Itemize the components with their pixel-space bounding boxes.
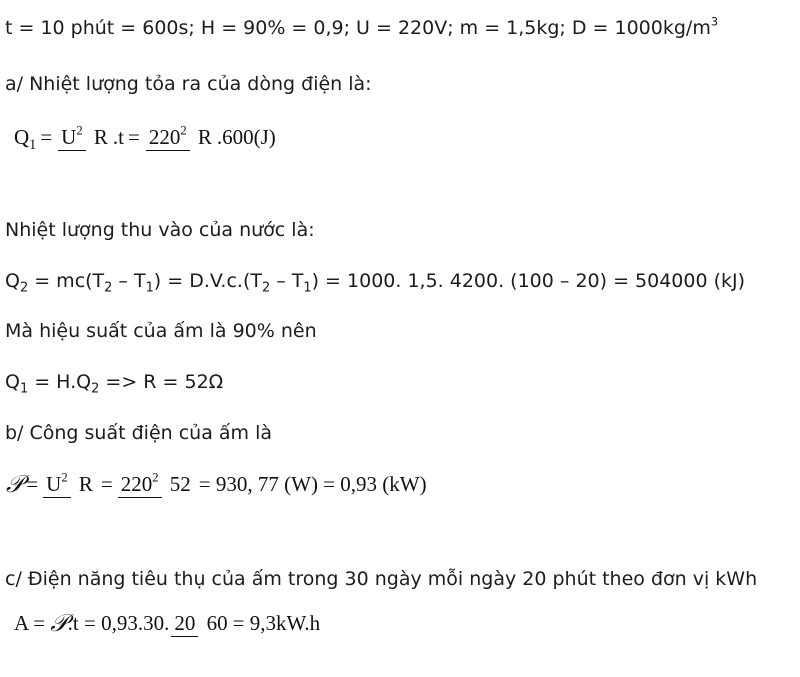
q2-equation: $Q_2 = mc(T_2 - T_1) = D.V.c.(T_2 - T_1) = 1000$. 1,5. 4200. (100 – 20) = 504000 (kJ)	[5, 270, 746, 296]
20-over-60: 20 60	[171, 609, 230, 637]
equals-sign-3: =	[26, 471, 39, 496]
given-text: t = 10 phút = 600s; H = 90% = 0,9; U = 220V; m = 1,5kg; D = 1000kg/m	[5, 17, 711, 39]
cube-exponent: 3	[710, 14, 719, 29]
given-values-line	[5, 14, 719, 39]
part-b-heading: b/ Công suất điện của ấm là	[5, 422, 273, 444]
220-squared-over-52: $220^2$ 52	[118, 470, 194, 498]
energy-formula	[14, 609, 320, 637]
power-result: = 930, 77 (W) = 0,93 (kW)	[198, 471, 427, 496]
part-a-heading: a/ Nhiệt lượng tỏa ra của dòng điện là:	[5, 73, 372, 95]
efficiency-line: Mà hiệu suất của ấm là 90% nên	[5, 320, 317, 342]
q1-symbol: $Q_1$	[14, 124, 37, 153]
equals-sign: =	[40, 124, 53, 149]
equals-sign-2: =	[127, 124, 140, 149]
part-c-heading: c/ Điện năng tiêu thụ của ấm trong 30 ngày mỗi ngày 20 phút theo đơn vị kWh	[5, 568, 758, 590]
equals-sign-4: =	[100, 471, 113, 496]
times-t: .t	[112, 124, 124, 149]
u-squared-over-r: $U^2$ R	[58, 123, 111, 151]
energy-lhs: A =	[14, 610, 51, 635]
times-600: .600(J)	[216, 124, 276, 149]
q1-formula	[14, 123, 276, 151]
power-formula	[6, 470, 427, 498]
u-squared-over-r-2: $U^2$ R	[43, 470, 96, 498]
power-symbol-2: 𝒫	[50, 609, 68, 638]
energy-result: = 9,3kW.h	[232, 610, 321, 635]
220-squared-over-r: $220^2$ R	[146, 123, 215, 151]
resistance-line: $Q_1 = H.Q_2 => R = 52\Omega$	[5, 371, 224, 397]
q2-heading: Nhiệt lượng thu vào của nước là:	[5, 219, 315, 241]
energy-mid: .t = 0,93.30.	[67, 610, 170, 635]
power-symbol: 𝒫	[6, 470, 24, 499]
